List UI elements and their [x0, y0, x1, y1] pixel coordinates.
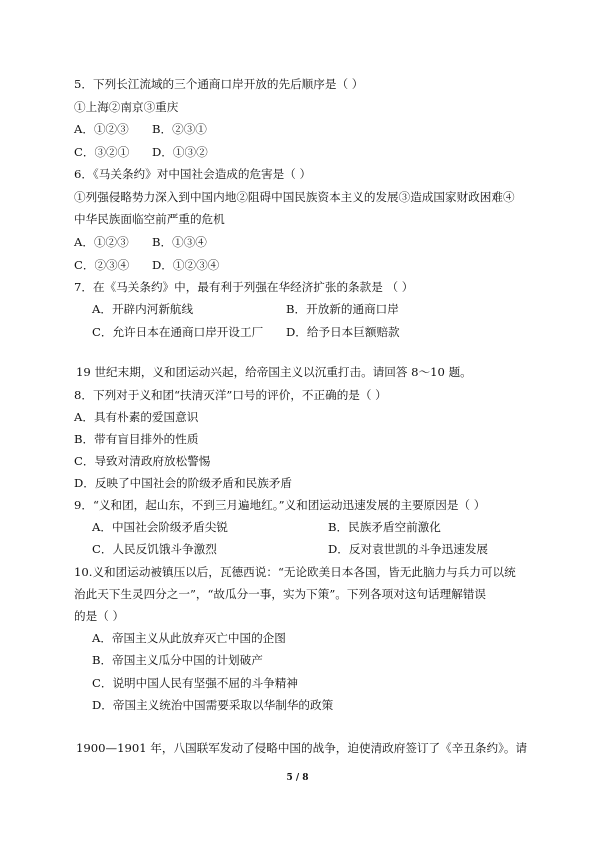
question-10-stem-line3: 的是（ ） — [74, 609, 125, 623]
question-8-option-c: C．导致对清政府放松警惕 — [74, 454, 211, 468]
section-intro-8-10: 19 世纪末期，义和团运动兴起，给帝国主义以沉重打击。请回答 8～10 题。 — [76, 365, 472, 379]
question-9-stem: 9．“义和团，起山东，不到三月遍地红。”义和团运动迅速发展的主要原因是（ ） — [74, 498, 486, 512]
question-8-option-b: B．带有盲目排外的性质 — [74, 432, 199, 446]
question-7-option-a: A．开辟内河新航线 — [92, 302, 194, 316]
question-6-option-d: D．①②③④ — [152, 258, 220, 272]
question-7-option-b: B．开放新的通商口岸 — [286, 302, 399, 316]
question-5-option-a: A．①②③ — [74, 122, 129, 136]
question-6-option-a: A．①②③ — [74, 235, 129, 249]
question-10-option-b: B．帝国主义瓜分中国的计划破产 — [92, 653, 263, 667]
question-10-stem-line1: 10.义和团运动被镇压以后，瓦德西说：“无论欧美日本各国，皆无此脑力与兵力可以统 — [74, 565, 516, 579]
question-9-option-a: A．中国社会阶级矛盾尖锐 — [92, 520, 228, 534]
question-8-option-d: D．反映了中国社会的阶级矛盾和民族矛盾 — [74, 476, 292, 490]
question-6-stem: 6．《马关条约》对中国社会造成的危害是（ ） — [74, 167, 312, 181]
question-6-option-b: B．①③④ — [152, 235, 207, 249]
question-7-stem: 7．在《马关条约》中，最有利于列强在华经济扩张的条款是 （ ） — [74, 280, 414, 294]
question-6-option-c: C．②③④ — [74, 258, 130, 272]
page-number: 5 / 8 — [286, 773, 309, 783]
question-5-option-c: C．③②① — [74, 145, 130, 159]
question-6-items-line2: 中华民族面临空前严重的危机 — [74, 212, 225, 226]
question-7-option-d: D．给予日本巨额赔款 — [286, 325, 400, 339]
section-intro-next: 1900—1901 年，八国联军发动了侵略中国的战争，迫使清政府签订了《辛丑条约》。请 — [76, 741, 528, 755]
question-10-option-a: A．帝国主义从此放弃灭亡中国的企图 — [92, 631, 286, 645]
question-5-option-b: B．②③① — [152, 122, 207, 136]
question-5-stem: 5．下列长江流域的三个通商口岸开放的先后顺序是（ ） — [74, 77, 364, 91]
question-9-option-d: D．反对袁世凯的斗争迅速发展 — [328, 542, 489, 556]
question-9-option-c: C．人民反饥饿斗争激烈 — [92, 542, 217, 556]
question-9-option-b: B．民族矛盾空前激化 — [328, 520, 441, 534]
question-8-stem: 8．下列对于义和团“扶清灭洋”口号的评价，不正确的是（ ） — [74, 388, 387, 402]
question-10-option-d: D．帝国主义统治中国需要采取以华制华的政策 — [92, 698, 334, 712]
question-5-option-d: D．①③② — [152, 145, 208, 159]
question-10-stem-line2: 治此天下生灵四分之一”，“故瓜分一事，实为下策”。下列各项对这句话理解错误 — [74, 587, 486, 601]
question-10-option-c: C．说明中国人民有坚强不屈的斗争精神 — [92, 676, 298, 690]
question-7-option-c: C．允许日本在通商口岸开设工厂 — [92, 325, 264, 339]
question-5-items: ①上海②南京③重庆 — [74, 100, 179, 114]
question-6-items-line1: ①列强侵略势力深入到中国内地②阻碍中国民族资本主义的发展③造成国家财政困难④ — [74, 190, 515, 204]
question-8-option-a: A．具有朴素的爱国意识 — [74, 410, 199, 424]
